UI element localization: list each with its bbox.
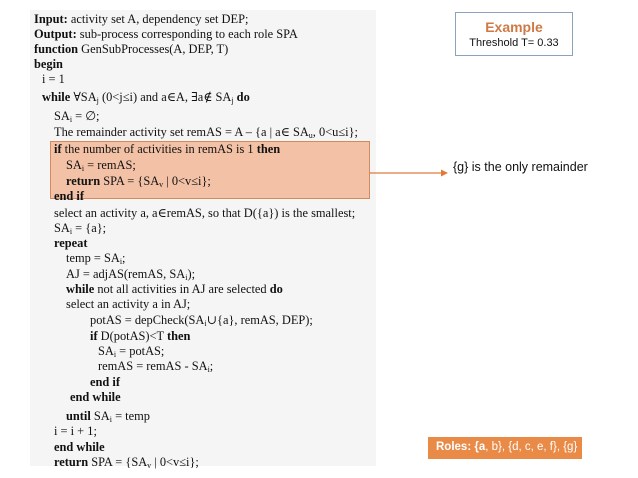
remainder-note: {g} is the only remainder [453,160,588,174]
temp-line: temp = $SA_i$; [66,251,126,266]
init-i-line: i = 1 [42,72,65,86]
endif-line: end if [54,189,84,203]
roles-box [428,437,582,459]
sai-pot-line: $SA_i$ = potAS; [98,344,165,359]
return2-line: return SPA = {$SA_v$ | 0<v≤i}; [54,455,199,470]
while-line: while $\forall SA_j$ (0<j≤i) and a∈A, ∃a∉ $SA_j$ do [42,90,250,105]
aj-line: AJ = adjAS(remAS, $SA_i$); [66,267,196,282]
input-line: Input: activity set A, dependency set DEP; [34,12,249,26]
example-title: Example [485,19,543,35]
return-line: return SPA = {$SA_v$ | 0<v≤i}; [66,174,211,189]
if-line: if the number of activities in remAS is 1 then [54,142,281,156]
roles-rest: , b}, {d, c, e, f}, {g} [485,441,578,453]
arrow-icon [370,168,448,178]
begin-line: begin [34,57,63,71]
select-line: select an activity a, a∈remAS, so that D({a}) is the smallest; [54,206,356,220]
endif2-line: end if [90,375,120,389]
example-box [455,12,573,56]
while2-line: while not all activities in AJ are selected do [66,282,283,296]
endwhile-line: end while [70,390,121,404]
function-line: function GenSubProcesses(A, DEP, T) [34,42,229,56]
roles-first: {a [474,441,486,453]
sai-a-line: $SA_i = \{a\}$; [54,221,107,236]
if2-line: if D(potAS)<T then [90,329,191,343]
output-line: Output: sub-process corresponding to each role SPA [34,27,298,41]
incr-i-line: i = i + 1; [54,424,97,438]
until-line: until $SA_i$ = temp [66,409,150,424]
repeat-line: repeat [54,236,88,250]
remas-line: remAS = remAS - $SA_i$; [98,359,214,374]
sai-empty-line: $SA_i$ = ∅; [54,109,100,124]
roles-label: Roles: [436,441,475,453]
sai-rem-line: $SA_i$ = remAS; [66,158,136,173]
potas-line: potAS = $depCheck(SA_i\cup\{a\}$, remAS, DEP); [90,313,313,328]
threshold-label: Threshold T= 0.33 [469,37,559,49]
endwhile2-line: end while [54,440,105,454]
remainder-line: The remainder activity set remAS = A – {a | a∈ $SA_u$, 0<u≤i}; [54,125,359,140]
select2-line: select an activity a in AJ; [66,297,191,311]
